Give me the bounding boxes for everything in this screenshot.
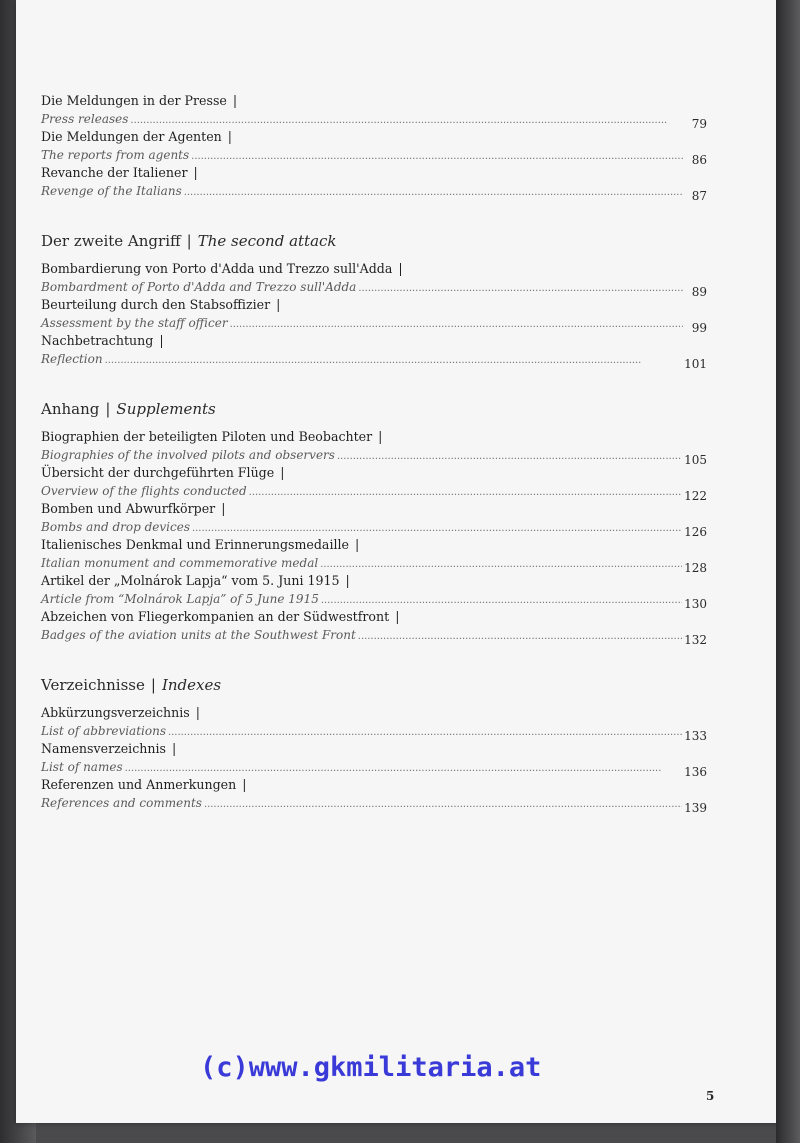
section-title-en: The second attack [197,232,337,250]
entry-title-en: References and comments [41,796,202,810]
entry-separator: | [232,93,238,108]
section-spacer [41,368,707,398]
section-title-en: Indexes [161,676,222,694]
entry-separator: | [221,501,226,516]
entry-title-de: Bomben und Abwurfkörper [41,501,216,516]
entry-separator: | [159,333,164,348]
entry-title-en: Bombardment of Porto d'Adda and Trezzo sull'Adda [41,280,357,294]
entry-title-de: Übersicht der durchgeführten Flüge [41,465,275,480]
toc-entry [41,608,707,647]
entry-title-en-line [41,278,707,299]
entry-title-de-line [41,536,707,554]
entry-title-en-line [41,722,707,743]
dot-leader [184,184,683,202]
entry-title-de-line [41,572,707,590]
entry-title-de: Namensverzeichnis [41,741,166,756]
toc-entry [41,296,707,335]
entry-page-number: 136 [684,765,707,779]
entry-title-en: Bombs and drop devices [41,520,190,534]
toc-entry [41,92,707,131]
section-title-de: Der zweite Angriff [41,232,181,250]
page-edge-shadow [776,0,800,1143]
entry-title-de: Die Meldungen der Agenten [41,129,222,144]
entry-title-en: Italian monument and commemorative medal [41,556,319,570]
entry-title-de: Abzeichen von Fliegerkompanien an der Südwestfront [41,609,390,624]
entry-title-en-line [41,110,707,131]
entry-title-de: Revanche der Italiener [41,165,188,180]
toc-section [41,398,707,647]
entry-title-de-line [41,608,707,626]
dot-leader [358,628,682,646]
entry-separator: | [276,297,281,312]
entry-page-number: 126 [684,525,707,539]
entry-page-number: 133 [684,729,707,743]
toc-entry [41,536,707,575]
entry-title-en-line [41,482,707,503]
toc-section [41,674,707,815]
section-spacer [41,200,707,230]
entry-page-number: 122 [684,489,707,503]
entry-separator: | [280,465,285,480]
entry-separator: | [193,165,198,180]
entry-page-number: 128 [684,561,707,575]
entry-title-en: Badges of the aviation units at the Southwest Front [41,628,356,642]
entry-title-en-line [41,794,707,815]
entry-title-de: Beurteilung durch den Stabsoffizier [41,297,271,312]
section-title-separator: | [105,400,111,418]
entry-title-en-line [41,518,707,539]
section-title-de: Anhang [41,400,100,418]
toc-section [41,230,707,371]
section-title [41,674,707,696]
section-title-separator: | [186,232,192,250]
entry-title-en: Revenge of the Italians [41,184,182,198]
entry-separator: | [227,129,233,144]
entry-title-en: List of names [41,760,123,774]
entry-page-number: 130 [684,597,707,611]
entry-title-en: List of abbreviations [41,724,166,738]
entry-title-en-line [41,626,707,647]
entry-title-en: Reflection [41,352,103,366]
entry-title-en-line [41,314,707,335]
section-title-en: Supplements [116,400,216,418]
entry-page-number: 99 [691,321,707,335]
toc-entry [41,128,707,167]
entry-title-en-line [41,350,707,371]
entry-title-en: The reports from agents [41,148,190,162]
toc-entry [41,704,707,743]
entry-title-de-line [41,332,707,350]
table-of-contents [41,92,707,815]
entry-title-de: Nachbetrachtung [41,333,154,348]
entry-page-number: 139 [684,801,707,815]
entry-title-de-line [41,428,707,446]
entry-title-en: Overview of the flights conducted [41,484,247,498]
entry-title-de: Die Meldungen in der Presse [41,93,227,108]
section-title [41,398,707,420]
entry-title-en: Press releases [41,112,129,126]
entry-title-de-line [41,740,707,758]
entry-title-de-line [41,776,707,794]
section-spacer [41,644,707,674]
watermark: (c)www.gkmilitaria.at [200,1052,542,1083]
entry-title-en: Biographies of the involved pilots and observers [41,448,335,462]
entry-separator: | [171,741,177,756]
entry-separator: | [354,537,360,552]
entry-title-de: Bombardierung von Porto d'Adda und Trezzo sull'Adda [41,261,393,276]
entry-title-en: Article from “Molnárok Lapja” of 5 June 1915 [41,592,319,606]
entry-title-de-line [41,128,707,146]
entry-title-de: Biographien der beteiligten Piloten und Beobachter [41,429,373,444]
entry-title-de-line [41,296,707,314]
entry-separator: | [345,573,350,588]
entry-separator: | [242,777,247,792]
dot-leader [105,352,683,370]
entry-page-number: 87 [691,189,707,203]
entry-separator: | [395,609,400,624]
entry-title-en-line [41,182,707,203]
entry-title-en: Assessment by the staff officer [41,316,228,330]
entry-title-en-line [41,146,707,167]
toc-entry [41,428,707,467]
entry-title-de: Referenzen und Anmerkungen [41,777,237,792]
page-number: 5 [706,1089,715,1103]
entry-title-de: Italienisches Denkmal und Erinnerungsmedaille [41,537,349,552]
toc-entry [41,332,707,371]
entry-title-de-line [41,500,707,518]
section-title-de: Verzeichnisse [41,676,145,694]
entry-title-de-line [41,164,707,182]
entry-title-de: Artikel der „Molnárok Lapja“ vom 5. Juni 1915 [41,573,340,588]
entry-title-en-line [41,590,707,611]
entry-page-number: 79 [691,117,707,131]
entry-page-number: 86 [691,153,707,167]
toc-entry [41,464,707,503]
entry-title-en-line [41,446,707,467]
toc-section [41,92,707,203]
entry-page-number: 101 [684,357,707,371]
entry-page-number: 105 [684,453,707,467]
entry-title-de-line [41,464,707,482]
entry-separator: | [398,261,403,276]
toc-entry [41,164,707,203]
entry-title-de-line [41,704,707,722]
entry-title-de-line [41,92,707,110]
entry-separator: | [378,429,383,444]
entry-title-de: Abkürzungsverzeichnis [41,705,190,720]
section-title [41,230,707,252]
dot-leader [204,796,682,814]
entry-title-en-line [41,758,707,779]
toc-entry [41,572,707,611]
entry-title-de-line [41,260,707,278]
entry-page-number: 89 [691,285,707,299]
toc-entry [41,776,707,815]
toc-entry [41,740,707,779]
toc-entry [41,260,707,299]
toc-entry [41,500,707,539]
entry-page-number: 132 [684,633,707,647]
section-title-separator: | [150,676,156,694]
entry-title-en-line [41,554,707,575]
entry-separator: | [195,705,201,720]
